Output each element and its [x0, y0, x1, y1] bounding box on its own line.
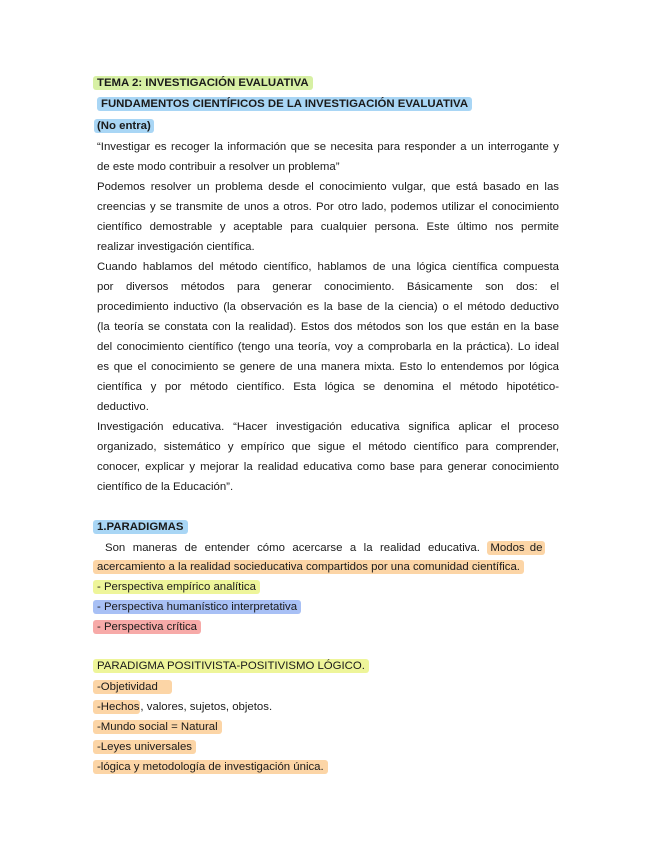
perspectiva-empirico-analitica: - Perspectiva empírico analítica: [93, 580, 260, 594]
paragraph-1-line-1: Podemos resolver un problema desde el conocimiento vulgar, que está basado en las: [97, 181, 559, 193]
positivista-heading-line: [97, 656, 559, 676]
positivista-item-logica: -lógica y metodología de investigación única.: [93, 760, 328, 774]
positivista-heading: PARADIGMA POSITIVISTA-POSITIVISMO LÓGICO.: [93, 659, 369, 673]
paragraph-2-line-7: científica y por método científico. Esta lógica se denomina el método hipotético-: [97, 381, 559, 393]
positivista-item-hechos: -Hechos: [93, 700, 140, 714]
section-title-line: [101, 94, 563, 114]
no-entra-note-line: [97, 116, 559, 136]
paragraph-1-line-4: realizar investigación científica.: [97, 241, 255, 253]
paragraph-2-line-1: Cuando hablamos del método científico, hablamos de una lógica científica compuesta: [97, 261, 559, 273]
paragraph-3-line-1: Investigación educativa. “Hacer investigación educativa significa aplicar el proceso: [97, 421, 559, 433]
quote-line-1: “Investigar es recoger la información que se necesita para responder a un interrogante y: [97, 141, 559, 153]
paradigmas-heading-line: [97, 517, 559, 537]
paragraph-1-line-3: científico demostrable y aceptable para cualquier persona. Este último nos permite: [97, 221, 559, 233]
perspectiva-1-line: [97, 577, 559, 597]
section-title: FUNDAMENTOS CIENTÍFICOS DE LA INVESTIGACIÓN EVALUATIVA: [97, 97, 472, 111]
paradigmas-heading: 1.PARADIGMAS: [93, 520, 188, 534]
paragraph-2-line-8: deductivo.: [97, 401, 149, 413]
positivista-item-objetividad: -Objetividad: [93, 680, 172, 694]
perspectiva-humanistico-interpretativa: - Perspectiva humanístico interpretativa: [93, 600, 301, 614]
topic-title-line: [97, 73, 559, 93]
perspectiva-critica: - Perspectiva crítica: [93, 620, 201, 634]
quote-line-2: de este modo contribuir a resolver un problema”: [97, 161, 340, 173]
positivista-item-3-line: [97, 717, 559, 737]
positivista-item-leyes: -Leyes universales: [93, 740, 196, 754]
paradigmas-definition-plain: Son maneras de entender cómo acercarse a la realidad educativa.: [105, 542, 480, 554]
paradigmas-line-1: [105, 538, 563, 558]
positivista-item-5-line: [97, 757, 559, 777]
positivista-item-1-line: [97, 677, 559, 697]
paradigmas-line-2: [97, 557, 572, 577]
paragraph-1-line-2: creencias y se transmite de unos a otros. Por otro lado, podemos utilizar el conocimiento: [97, 201, 559, 213]
paradigmas-definition-highlight-end: acercamiento a la realidad socieducativa compartidos por una comunidad científica.: [93, 560, 524, 574]
perspectiva-2-line: [97, 597, 559, 617]
paragraph-3-line-4: científico de la Educación”.: [97, 481, 234, 493]
paragraph-3-line-2: organizado, sistemático y empírico que sigue el método científico para comprender,: [97, 441, 559, 453]
paragraph-2-line-5: del conocimiento científico (tengo una teoría, voy a comprobarla en la práctica). Lo ideal: [97, 341, 559, 353]
paradigmas-definition-highlight-start: Modos de: [487, 541, 545, 555]
topic-title: TEMA 2: INVESTIGACIÓN EVALUATIVA: [93, 76, 313, 90]
paragraph-2-line-6: es que el conocimiento se genere de una manera mixta. Esto lo entendemos por lógica: [97, 361, 559, 373]
positivista-item-2-line: [97, 697, 559, 717]
paragraph-2-line-4: (la teoría se constata con la realidad). Estos dos métodos son los que están en la base: [97, 321, 559, 333]
perspectiva-3-line: [97, 617, 559, 637]
paragraph-3-line-3: conocer, explicar y mejorar la realidad educativa como base para generar conocimiento: [97, 461, 559, 473]
paragraph-2-line-3: procedimiento inductivo (la observación es la base de la ciencia) o el método deductivo: [97, 301, 559, 313]
positivista-item-mundo-social: -Mundo social = Natural: [93, 720, 222, 734]
positivista-item-hechos-rest: , valores, sujetos, objetos.: [140, 701, 273, 713]
positivista-item-4-line: [97, 737, 559, 757]
no-entra-note: (No entra): [94, 119, 154, 133]
paragraph-2-line-2: por diversos métodos para generar conocimiento. Básicamente son dos: el: [97, 281, 559, 293]
